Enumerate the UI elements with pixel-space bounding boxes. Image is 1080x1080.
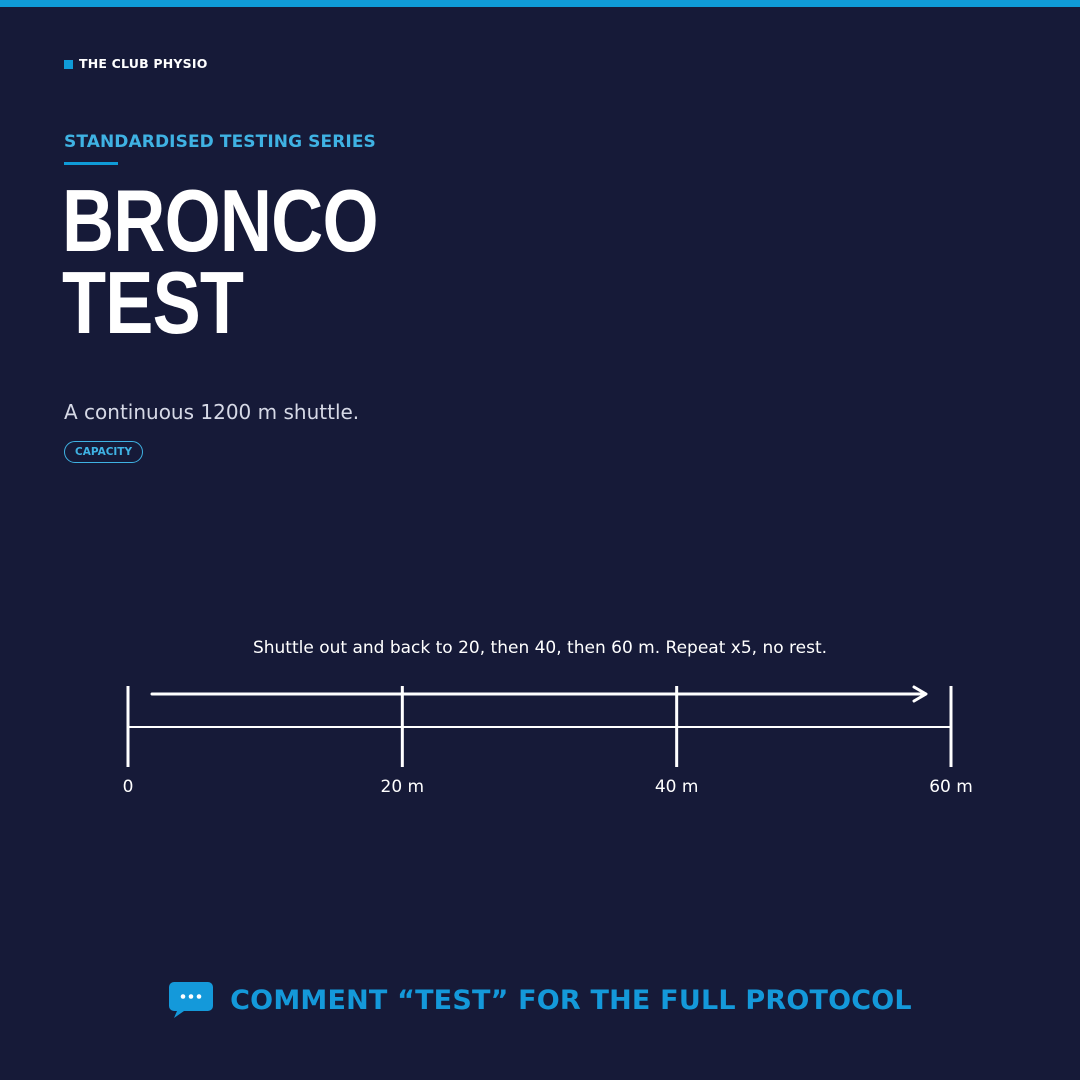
cta-text: COMMENT “TEST” FOR THE FULL PROTOCOL xyxy=(230,984,912,1016)
series-underline xyxy=(64,162,118,165)
page-title xyxy=(62,171,378,352)
brand-name: THE CLUB PHYSIO xyxy=(79,56,208,71)
distance-label-0: 0 xyxy=(122,777,134,797)
brand xyxy=(64,56,208,71)
shuttle-diagram xyxy=(0,670,1080,810)
category-badge: CAPACITY xyxy=(64,441,143,463)
distance-label-1: 20 m xyxy=(380,777,425,797)
series-label: STANDARDISED TESTING SERIES xyxy=(64,132,376,152)
diagram-caption: Shuttle out and back to 20, then 40, then 60 m. Repeat x5, no rest. xyxy=(252,638,828,658)
call-to-action xyxy=(0,980,1080,1020)
title-line-2: TEST xyxy=(62,253,244,352)
title-line-1: BRONCO xyxy=(62,171,378,270)
speech-bubble-icon xyxy=(168,980,214,1020)
top-accent-bar xyxy=(0,0,1080,7)
distance-label-2: 40 m xyxy=(654,777,699,797)
distance-label-3: 60 m xyxy=(929,777,973,797)
subtitle: A continuous 1200 m shuttle. xyxy=(64,400,360,424)
brand-square-icon xyxy=(64,60,73,69)
